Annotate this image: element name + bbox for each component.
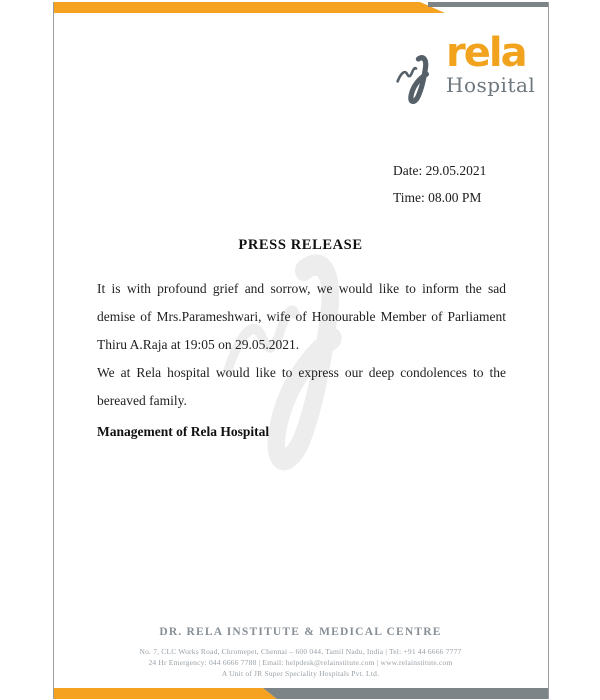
- date-time-block: [393, 157, 486, 211]
- right-border-rule: [548, 2, 549, 699]
- signature-line: Management of Rela Hospital: [97, 424, 270, 439]
- time-line: Time: 08.00 PM: [393, 190, 482, 205]
- body-paragraph-2: We at Rela hospital would like to express our deep condolences to the bereaved family.: [97, 365, 506, 408]
- footer-contact-line: 24 Hr Emergency: 044 6666 7788 | Email: helpdesk@relainstitute.com | www.relainstitute.com: [148, 658, 453, 667]
- rela-hospital-logo: [396, 30, 546, 109]
- body-paragraph-1: It is with profound grief and sorrow, we would like to inform the sad demise of Mrs.Parameshwari, wife of Honourable Member of Parliament Thiru A.Raja at 19:05 on 29.05.2021.: [97, 281, 506, 352]
- logo-brand-name: rela: [446, 30, 526, 76]
- logo-subtitle: Hospital: [446, 73, 536, 97]
- footer-unit-line: A Unit of JR Super Speciality Hospitals Pvt. Ltd.: [221, 669, 380, 678]
- date-line: Date: 29.05.2021: [393, 163, 487, 178]
- press-release-title: PRESS RELEASE: [238, 237, 363, 253]
- bottom-gray-bar: [263, 688, 548, 699]
- top-orange-bar: [53, 2, 445, 13]
- top-gray-bar: [428, 2, 548, 7]
- footer-address-line: No. 7, CLC Works Road, Chromepet, Chennai – 600 044, Tamil Nadu, India | Tel: +91 44 6666 7777: [139, 647, 462, 656]
- footer-organization-name: DR. RELA INSTITUTE & MEDICAL CENTRE: [159, 626, 442, 638]
- left-border-rule: [53, 2, 54, 699]
- logo-text-block: [446, 30, 536, 97]
- bottom-orange-bar: [53, 688, 277, 699]
- rela-swoosh-icon: [396, 41, 444, 109]
